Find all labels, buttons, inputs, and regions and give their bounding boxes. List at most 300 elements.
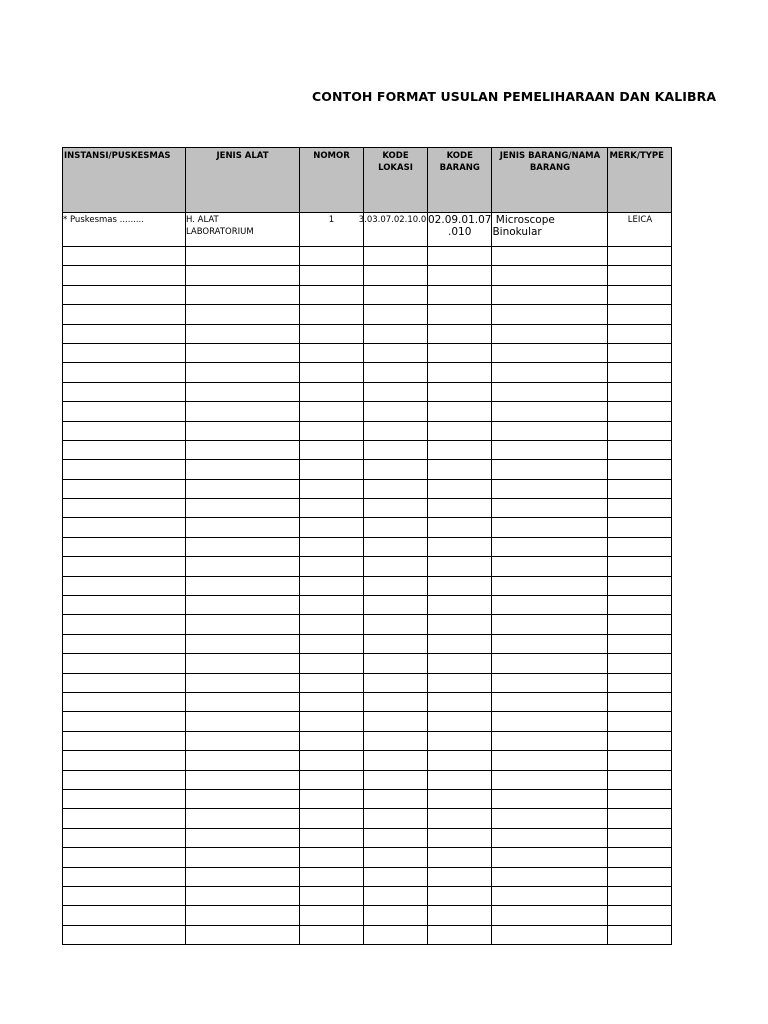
empty-cell[interactable] <box>300 596 364 615</box>
empty-cell[interactable] <box>608 692 672 711</box>
empty-cell[interactable] <box>608 789 672 808</box>
header-kode-lokasi[interactable] <box>364 148 428 213</box>
empty-cell[interactable] <box>186 343 300 362</box>
empty-cell[interactable] <box>492 848 608 867</box>
empty-cell[interactable] <box>608 867 672 886</box>
empty-cell[interactable] <box>63 576 186 595</box>
empty-cell[interactable] <box>364 712 428 731</box>
empty-cell[interactable] <box>608 809 672 828</box>
empty-cell[interactable] <box>428 402 492 421</box>
empty-cell[interactable] <box>608 479 672 498</box>
empty-cell[interactable] <box>428 848 492 867</box>
empty-cell[interactable] <box>63 363 186 382</box>
empty-cell[interactable] <box>492 557 608 576</box>
empty-cell[interactable] <box>63 770 186 789</box>
empty-cell[interactable] <box>186 867 300 886</box>
empty-cell[interactable] <box>364 906 428 925</box>
empty-cell[interactable] <box>492 634 608 653</box>
table-row <box>63 213 672 247</box>
empty-cell[interactable] <box>492 654 608 673</box>
empty-cell[interactable] <box>63 692 186 711</box>
empty-cell[interactable] <box>608 557 672 576</box>
empty-cell[interactable] <box>492 751 608 770</box>
empty-cell[interactable] <box>608 654 672 673</box>
empty-cell[interactable] <box>428 673 492 692</box>
empty-cell[interactable] <box>364 285 428 304</box>
empty-cell[interactable] <box>63 247 186 266</box>
empty-cell[interactable] <box>608 499 672 518</box>
empty-cell[interactable] <box>608 712 672 731</box>
empty-cell[interactable] <box>428 828 492 847</box>
empty-cell[interactable] <box>300 363 364 382</box>
empty-cell[interactable] <box>300 266 364 285</box>
empty-cell[interactable] <box>186 751 300 770</box>
empty-cell[interactable] <box>492 886 608 905</box>
empty-cell[interactable] <box>492 731 608 750</box>
cell-nomor[interactable]: 1 <box>300 213 364 247</box>
empty-cell[interactable] <box>186 828 300 847</box>
empty-cell[interactable] <box>608 343 672 362</box>
empty-cell[interactable] <box>428 867 492 886</box>
empty-cell[interactable] <box>492 421 608 440</box>
empty-cell[interactable] <box>186 324 300 343</box>
empty-cell[interactable] <box>364 382 428 401</box>
empty-row <box>63 809 672 828</box>
empty-cell[interactable] <box>300 809 364 828</box>
empty-cell[interactable] <box>428 499 492 518</box>
empty-cell[interactable] <box>608 673 672 692</box>
empty-cell[interactable] <box>63 906 186 925</box>
empty-cell[interactable] <box>608 828 672 847</box>
cell-instansi[interactable]: * Puskesmas ......... <box>63 213 186 247</box>
empty-cell[interactable] <box>492 828 608 847</box>
empty-cell[interactable] <box>186 809 300 828</box>
empty-cell[interactable] <box>63 518 186 537</box>
header-jenis-barang-line2: BARANG <box>529 163 571 173</box>
empty-cell[interactable] <box>186 247 300 266</box>
empty-cell[interactable] <box>300 673 364 692</box>
empty-row <box>63 343 672 362</box>
empty-row <box>63 673 672 692</box>
empty-cell[interactable] <box>300 789 364 808</box>
empty-cell[interactable] <box>364 751 428 770</box>
empty-row <box>63 925 672 944</box>
empty-cell[interactable] <box>428 751 492 770</box>
empty-cell[interactable] <box>492 440 608 459</box>
empty-cell[interactable] <box>608 925 672 944</box>
header-jenis-barang[interactable] <box>492 148 608 213</box>
empty-cell[interactable] <box>63 499 186 518</box>
empty-cell[interactable] <box>300 867 364 886</box>
empty-cell[interactable] <box>186 886 300 905</box>
empty-cell[interactable] <box>428 925 492 944</box>
empty-cell[interactable] <box>428 266 492 285</box>
empty-cell[interactable] <box>492 615 608 634</box>
empty-cell[interactable] <box>364 615 428 634</box>
empty-cell[interactable] <box>492 343 608 362</box>
empty-cell[interactable] <box>364 809 428 828</box>
empty-cell[interactable] <box>300 576 364 595</box>
empty-cell[interactable] <box>428 479 492 498</box>
empty-cell[interactable] <box>186 421 300 440</box>
empty-cell[interactable] <box>608 382 672 401</box>
header-kode-lokasi-line2: LOKASI <box>378 163 413 173</box>
empty-cell[interactable] <box>63 809 186 828</box>
empty-cell[interactable] <box>186 479 300 498</box>
empty-cell[interactable] <box>63 886 186 905</box>
empty-cell[interactable] <box>300 634 364 653</box>
empty-cell[interactable] <box>63 537 186 556</box>
empty-cell[interactable] <box>608 305 672 324</box>
cell-kode-lokasi[interactable] <box>358 213 428 247</box>
empty-row <box>63 421 672 440</box>
empty-cell[interactable] <box>608 596 672 615</box>
empty-cell[interactable] <box>300 537 364 556</box>
empty-cell[interactable] <box>63 634 186 653</box>
empty-cell[interactable] <box>492 906 608 925</box>
header-nomor[interactable]: NOMOR <box>300 148 364 213</box>
empty-cell[interactable] <box>492 692 608 711</box>
empty-cell[interactable] <box>186 557 300 576</box>
empty-cell[interactable] <box>428 421 492 440</box>
empty-cell[interactable] <box>492 576 608 595</box>
empty-cell[interactable] <box>364 518 428 537</box>
empty-row <box>63 460 672 479</box>
cell-jenis-alat-line1: H. ALAT <box>186 215 219 225</box>
empty-cell[interactable] <box>428 518 492 537</box>
empty-cell[interactable] <box>428 305 492 324</box>
empty-cell[interactable] <box>492 499 608 518</box>
empty-cell[interactable] <box>186 848 300 867</box>
empty-cell[interactable] <box>492 324 608 343</box>
empty-cell[interactable] <box>428 460 492 479</box>
empty-row <box>63 848 672 867</box>
empty-row <box>63 596 672 615</box>
empty-row <box>63 751 672 770</box>
empty-cell[interactable] <box>186 673 300 692</box>
empty-row <box>63 499 672 518</box>
empty-cell[interactable] <box>63 673 186 692</box>
empty-row <box>63 285 672 304</box>
empty-cell[interactable] <box>428 731 492 750</box>
empty-cell[interactable] <box>63 557 186 576</box>
empty-cell[interactable] <box>63 867 186 886</box>
empty-cell[interactable] <box>364 867 428 886</box>
empty-cell[interactable] <box>428 440 492 459</box>
empty-cell[interactable] <box>300 460 364 479</box>
empty-cell[interactable] <box>608 848 672 867</box>
empty-cell[interactable] <box>364 634 428 653</box>
empty-cell[interactable] <box>364 247 428 266</box>
empty-row <box>63 537 672 556</box>
empty-cell[interactable] <box>608 731 672 750</box>
empty-cell[interactable] <box>300 848 364 867</box>
empty-cell[interactable] <box>186 499 300 518</box>
empty-cell[interactable] <box>492 596 608 615</box>
empty-cell[interactable] <box>364 537 428 556</box>
empty-cell[interactable] <box>300 499 364 518</box>
empty-cell[interactable] <box>364 421 428 440</box>
empty-cell[interactable] <box>492 809 608 828</box>
empty-cell[interactable] <box>300 692 364 711</box>
empty-cell[interactable] <box>492 537 608 556</box>
empty-cell[interactable] <box>428 537 492 556</box>
empty-cell[interactable] <box>608 751 672 770</box>
empty-cell[interactable] <box>608 886 672 905</box>
empty-cell[interactable] <box>492 247 608 266</box>
empty-cell[interactable] <box>63 615 186 634</box>
empty-cell[interactable] <box>63 266 186 285</box>
empty-cell[interactable] <box>300 440 364 459</box>
empty-cell[interactable] <box>300 828 364 847</box>
empty-cell[interactable] <box>63 479 186 498</box>
empty-cell[interactable] <box>186 692 300 711</box>
empty-cell[interactable] <box>186 596 300 615</box>
empty-cell[interactable] <box>300 751 364 770</box>
empty-cell[interactable] <box>428 906 492 925</box>
empty-cell[interactable] <box>63 596 186 615</box>
empty-cell[interactable] <box>608 363 672 382</box>
empty-cell[interactable] <box>186 615 300 634</box>
empty-cell[interactable] <box>364 440 428 459</box>
empty-cell[interactable] <box>428 363 492 382</box>
empty-cell[interactable] <box>608 285 672 304</box>
empty-cell[interactable] <box>300 615 364 634</box>
empty-cell[interactable] <box>63 440 186 459</box>
cell-kode-barang[interactable] <box>428 213 492 247</box>
empty-cell[interactable] <box>364 460 428 479</box>
empty-cell[interactable] <box>300 654 364 673</box>
cell-jenis-barang[interactable] <box>492 213 608 247</box>
empty-cell[interactable] <box>186 460 300 479</box>
empty-cell[interactable] <box>428 654 492 673</box>
empty-cell[interactable] <box>63 925 186 944</box>
empty-cell[interactable] <box>364 499 428 518</box>
empty-cell[interactable] <box>63 421 186 440</box>
empty-cell[interactable] <box>300 731 364 750</box>
empty-cell[interactable] <box>492 285 608 304</box>
header-kode-barang-line1: KODE <box>446 151 473 161</box>
empty-cell[interactable] <box>63 402 186 421</box>
empty-cell[interactable] <box>300 382 364 401</box>
empty-cell[interactable] <box>428 770 492 789</box>
empty-cell[interactable] <box>428 596 492 615</box>
empty-cell[interactable] <box>364 673 428 692</box>
empty-cell[interactable] <box>186 731 300 750</box>
empty-cell[interactable] <box>428 809 492 828</box>
empty-cell[interactable] <box>63 848 186 867</box>
usulan-table <box>62 147 672 945</box>
empty-cell[interactable] <box>428 692 492 711</box>
empty-cell[interactable] <box>186 266 300 285</box>
empty-cell[interactable] <box>428 789 492 808</box>
empty-cell[interactable] <box>492 673 608 692</box>
empty-row <box>63 324 672 343</box>
empty-cell[interactable] <box>63 751 186 770</box>
empty-cell[interactable] <box>608 615 672 634</box>
empty-cell[interactable] <box>186 906 300 925</box>
empty-cell[interactable] <box>63 343 186 362</box>
empty-cell[interactable] <box>186 770 300 789</box>
empty-cell[interactable] <box>608 402 672 421</box>
empty-cell[interactable] <box>186 654 300 673</box>
empty-cell[interactable] <box>63 654 186 673</box>
empty-cell[interactable] <box>63 460 186 479</box>
empty-row <box>63 479 672 498</box>
empty-cell[interactable] <box>608 266 672 285</box>
empty-cell[interactable] <box>608 460 672 479</box>
empty-cell[interactable] <box>428 324 492 343</box>
empty-cell[interactable] <box>492 789 608 808</box>
empty-cell[interactable] <box>492 460 608 479</box>
empty-cell[interactable] <box>300 557 364 576</box>
empty-cell[interactable] <box>492 479 608 498</box>
empty-cell[interactable] <box>300 421 364 440</box>
empty-cell[interactable] <box>186 402 300 421</box>
empty-cell[interactable] <box>63 305 186 324</box>
empty-cell[interactable] <box>364 343 428 362</box>
empty-cell[interactable] <box>492 712 608 731</box>
empty-cell[interactable] <box>428 576 492 595</box>
cell-jenis-barang-line1: Microscope <box>492 214 555 226</box>
empty-cell[interactable] <box>364 266 428 285</box>
empty-cell[interactable] <box>364 596 428 615</box>
empty-cell[interactable] <box>364 654 428 673</box>
empty-cell[interactable] <box>364 557 428 576</box>
empty-cell[interactable] <box>364 576 428 595</box>
empty-row <box>63 634 672 653</box>
empty-cell[interactable] <box>364 692 428 711</box>
empty-cell[interactable] <box>364 305 428 324</box>
empty-cell[interactable] <box>186 789 300 808</box>
header-instansi[interactable]: INSTANSI/PUSKESMAS <box>63 148 186 213</box>
empty-cell[interactable] <box>492 402 608 421</box>
empty-cell[interactable] <box>428 634 492 653</box>
empty-cell[interactable] <box>364 770 428 789</box>
empty-cell[interactable] <box>186 382 300 401</box>
empty-row <box>63 440 672 459</box>
empty-cell[interactable] <box>300 285 364 304</box>
empty-cell[interactable] <box>300 925 364 944</box>
empty-cell[interactable] <box>492 518 608 537</box>
empty-cell[interactable] <box>492 770 608 789</box>
empty-cell[interactable] <box>492 867 608 886</box>
empty-row <box>63 363 672 382</box>
empty-cell[interactable] <box>63 285 186 304</box>
empty-cell[interactable] <box>364 363 428 382</box>
empty-cell[interactable] <box>608 421 672 440</box>
empty-row <box>63 557 672 576</box>
empty-cell[interactable] <box>608 324 672 343</box>
empty-cell[interactable] <box>492 925 608 944</box>
empty-cell[interactable] <box>63 382 186 401</box>
empty-row <box>63 382 672 401</box>
empty-cell[interactable] <box>608 440 672 459</box>
empty-cell[interactable] <box>428 886 492 905</box>
header-merk[interactable]: MERK/TYPE <box>608 148 672 213</box>
empty-cell[interactable] <box>428 557 492 576</box>
empty-cell[interactable] <box>492 382 608 401</box>
empty-cell[interactable] <box>364 789 428 808</box>
empty-cell[interactable] <box>186 925 300 944</box>
header-jenis-alat[interactable]: JENIS ALAT <box>186 148 300 213</box>
empty-cell[interactable] <box>300 479 364 498</box>
cell-jenis-alat[interactable] <box>186 213 300 247</box>
empty-cell[interactable] <box>428 285 492 304</box>
empty-cell[interactable] <box>428 247 492 266</box>
empty-row <box>63 906 672 925</box>
empty-cell[interactable] <box>492 363 608 382</box>
empty-cell[interactable] <box>608 518 672 537</box>
empty-cell[interactable] <box>608 634 672 653</box>
empty-cell[interactable] <box>364 886 428 905</box>
empty-cell[interactable] <box>492 266 608 285</box>
cell-jenis-barang-line2: Binokular <box>492 226 542 238</box>
empty-cell[interactable] <box>608 906 672 925</box>
empty-cell[interactable] <box>186 634 300 653</box>
empty-cell[interactable] <box>300 305 364 324</box>
empty-cell[interactable] <box>300 518 364 537</box>
empty-cell[interactable] <box>364 848 428 867</box>
empty-cell[interactable] <box>608 537 672 556</box>
empty-row <box>63 789 672 808</box>
empty-cell[interactable] <box>300 324 364 343</box>
empty-cell[interactable] <box>186 576 300 595</box>
empty-cell[interactable] <box>186 363 300 382</box>
empty-cell[interactable] <box>492 305 608 324</box>
empty-cell[interactable] <box>300 402 364 421</box>
empty-cell[interactable] <box>186 712 300 731</box>
empty-cell[interactable] <box>428 615 492 634</box>
empty-cell[interactable] <box>428 382 492 401</box>
empty-cell[interactable] <box>364 479 428 498</box>
empty-cell[interactable] <box>364 402 428 421</box>
empty-cell[interactable] <box>428 712 492 731</box>
empty-cell[interactable] <box>300 906 364 925</box>
empty-cell[interactable] <box>608 770 672 789</box>
empty-cell[interactable] <box>608 576 672 595</box>
empty-cell[interactable] <box>300 343 364 362</box>
empty-cell[interactable] <box>364 925 428 944</box>
header-kode-barang[interactable] <box>428 148 492 213</box>
empty-cell[interactable] <box>300 886 364 905</box>
empty-cell[interactable] <box>300 247 364 266</box>
empty-cell[interactable] <box>300 712 364 731</box>
empty-cell[interactable] <box>63 789 186 808</box>
empty-cell[interactable] <box>186 537 300 556</box>
empty-row <box>63 731 672 750</box>
empty-cell[interactable] <box>63 712 186 731</box>
empty-cell[interactable] <box>186 518 300 537</box>
header-jenis-barang-line1: JENIS BARANG/NAMA <box>499 151 601 161</box>
empty-cell[interactable] <box>63 324 186 343</box>
empty-cell[interactable] <box>186 440 300 459</box>
empty-cell[interactable] <box>608 247 672 266</box>
empty-cell[interactable] <box>364 324 428 343</box>
empty-cell[interactable] <box>186 305 300 324</box>
empty-cell[interactable] <box>364 828 428 847</box>
empty-cell[interactable] <box>428 343 492 362</box>
empty-cell[interactable] <box>63 731 186 750</box>
cell-merk[interactable]: LEICA <box>608 213 672 247</box>
empty-cell[interactable] <box>364 731 428 750</box>
empty-cell[interactable] <box>300 770 364 789</box>
empty-cell[interactable] <box>186 285 300 304</box>
header-row <box>63 148 672 213</box>
empty-row <box>63 692 672 711</box>
empty-row <box>63 886 672 905</box>
empty-cell[interactable] <box>63 828 186 847</box>
